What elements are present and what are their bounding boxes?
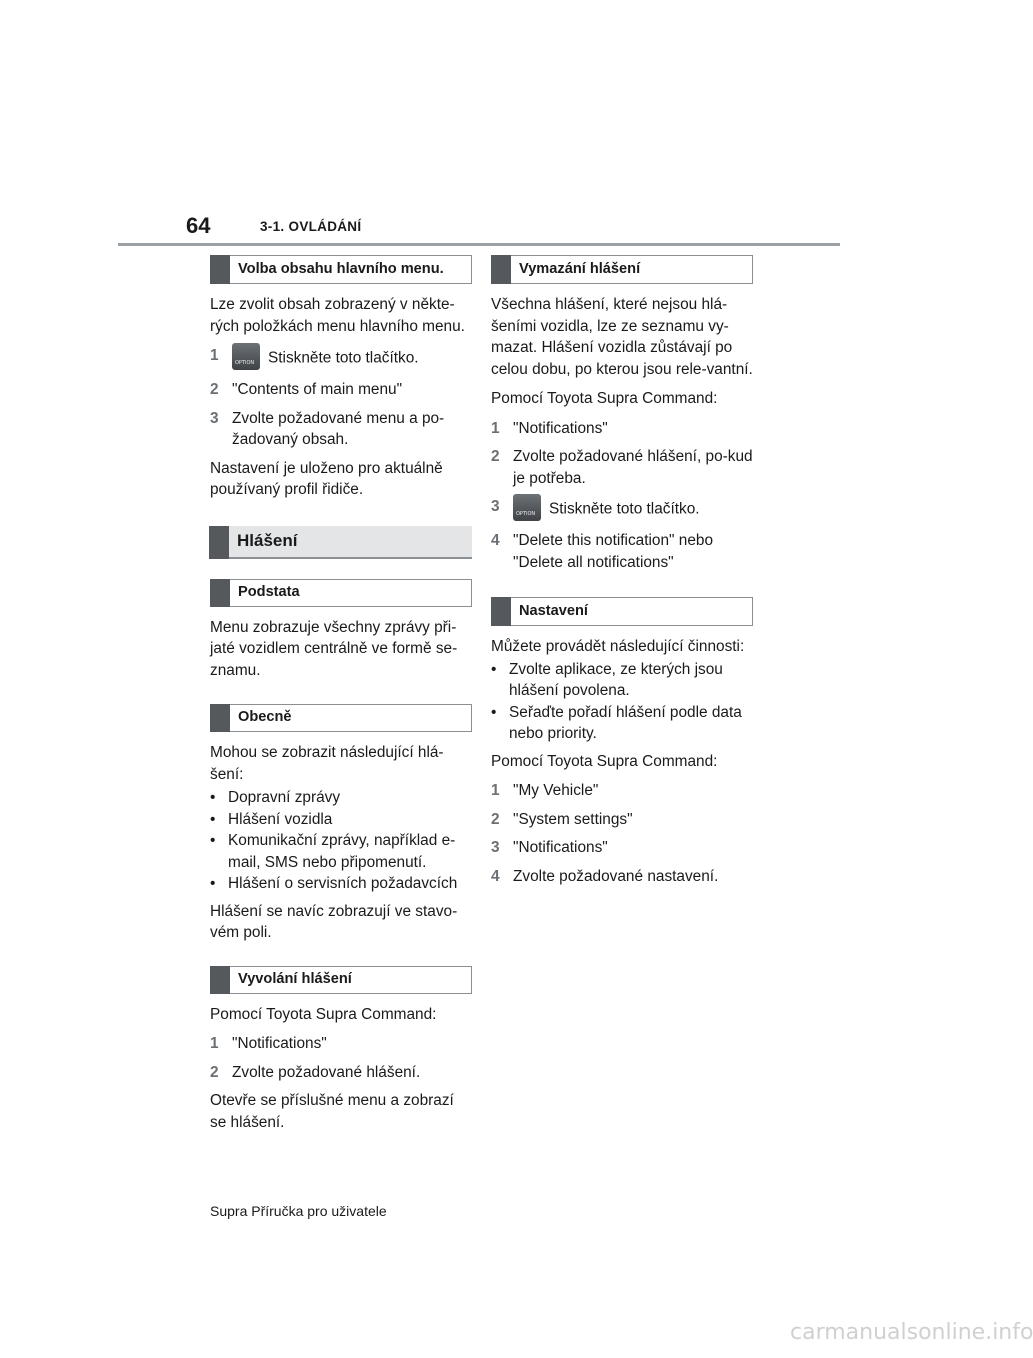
list-item-text: Zvolte aplikace, ze kterých jsou hlášení povolena. xyxy=(509,660,723,699)
paragraph: Pomocí Toyota Supra Command: xyxy=(491,390,718,407)
list-item-text: Komunikační zprávy, například e-mail, SMS nebo připomenutí. xyxy=(228,832,456,871)
heading-obecne xyxy=(210,704,472,732)
paragraph: Hlášení se navíc zobrazují ve stavo-vém poli. xyxy=(210,902,458,941)
heading-label: Podstata xyxy=(238,583,300,600)
heading-label: Vymazání hlášení xyxy=(519,260,641,277)
step xyxy=(491,530,753,573)
step xyxy=(210,1062,472,1084)
heading-nastaveni xyxy=(491,597,753,626)
heading-vymazani xyxy=(491,255,753,284)
bullet-marker: • xyxy=(491,703,497,721)
section-title: 3-1. OVLÁDÁNÍ xyxy=(260,219,362,234)
step-number: 1 xyxy=(491,419,500,437)
paragraph: Všechna hlášení, které nejsou hlá-šeními vozidla, lze ze seznamu vy-mazat. Hlášení vozidla zůstávají po celou dobu, po kterou jsou rele-vantní. xyxy=(491,296,753,378)
step xyxy=(491,496,753,523)
heading-bar xyxy=(210,966,230,994)
heading-label: Obecně xyxy=(238,709,292,726)
step-number: 1 xyxy=(210,347,219,364)
step-text: "System settings" xyxy=(513,810,633,828)
heading-bar xyxy=(209,526,229,559)
bullet-marker: • xyxy=(210,789,216,806)
step-text: "Contents of main menu" xyxy=(232,381,403,398)
list-item xyxy=(210,873,472,895)
step xyxy=(210,408,472,451)
list-item xyxy=(491,659,753,702)
paragraph: Můžete provádět následující činnosti: xyxy=(491,638,745,655)
heading-bar xyxy=(491,597,511,626)
heading-vyvolani xyxy=(210,966,472,994)
option-button-icon xyxy=(232,343,260,370)
list-item-text: Seřaďte pořadí hlášení podle data nebo priority. xyxy=(509,703,742,742)
step-text: Zvolte požadované menu a po-žadovaný obsah. xyxy=(232,409,445,448)
step-text: "My Vehicle" xyxy=(513,782,599,799)
right-column xyxy=(491,255,753,894)
step-number: 2 xyxy=(491,810,500,828)
list-item-text: Hlášení o servisních požadavcích xyxy=(228,875,458,892)
heading-volba xyxy=(210,255,472,284)
option-button-icon xyxy=(513,494,541,521)
step-number: 3 xyxy=(210,409,219,427)
step-number: 4 xyxy=(491,532,500,549)
paragraph: Lze zvolit obsah zobrazený v někte-rých položkách menu hlavního menu. xyxy=(210,296,465,335)
heading-label: Vyvolání hlášení xyxy=(238,970,352,987)
step-number: 1 xyxy=(210,1035,219,1052)
step-number: 3 xyxy=(491,839,500,856)
footer-manual-title: Supra Příručka pro uživatele xyxy=(210,1203,387,1219)
step xyxy=(210,1033,472,1055)
list-item xyxy=(210,787,472,809)
list-item-text: Hlášení vozidla xyxy=(228,810,333,828)
list-item xyxy=(210,809,472,831)
step xyxy=(491,418,753,440)
step-text: Zvolte požadované nastavení. xyxy=(513,867,719,885)
step-number: 2 xyxy=(210,381,219,398)
paragraph: Menu zobrazuje všechny zprávy při-jaté vozidlem centrálně ve formě se-znamu. xyxy=(210,618,458,679)
paragraph: Pomocí Toyota Supra Command: xyxy=(491,752,718,770)
bullet-marker: • xyxy=(210,832,216,849)
heading-podstata xyxy=(210,579,472,607)
step-text: "Notifications" xyxy=(513,839,608,856)
step-text: "Delete this notification" nebo "Delete all notifications" xyxy=(513,532,714,571)
step-text: "Notifications" xyxy=(232,1035,327,1052)
paragraph: Mohou se zobrazit následující hlá-šení: xyxy=(210,744,444,783)
step xyxy=(210,379,472,401)
step-number: 4 xyxy=(491,867,500,885)
step xyxy=(491,780,753,802)
list-item-text: Dopravní zprávy xyxy=(228,789,341,806)
heading-bar xyxy=(210,255,230,284)
bullet-marker: • xyxy=(210,875,216,892)
step-number: 2 xyxy=(210,1063,219,1081)
step xyxy=(210,345,472,372)
left-column xyxy=(210,255,472,1141)
heading-bar xyxy=(210,579,230,607)
watermark: carmanualsonline.info xyxy=(790,1320,1033,1345)
heading-hlaseni xyxy=(210,526,472,559)
heading-label: Volba obsahu hlavního menu. xyxy=(238,260,444,277)
page-number: 64 xyxy=(186,213,211,238)
bullet-marker: • xyxy=(210,810,216,828)
step xyxy=(491,837,753,859)
paragraph: Otevře se příslušné menu a zobrazí se hlášení. xyxy=(210,1092,454,1131)
list-item xyxy=(210,830,472,873)
heading-label: Hlášení xyxy=(237,531,298,551)
step-text: "Notifications" xyxy=(513,419,608,437)
step-text: Stiskněte toto tlačítko. xyxy=(268,349,419,367)
step-text: Zvolte požadované hlášení, po-kud je potřeba. xyxy=(513,448,753,487)
bullet-marker: • xyxy=(491,660,497,678)
step-number: 2 xyxy=(491,448,500,465)
step xyxy=(491,866,753,888)
heading-bar xyxy=(210,704,230,732)
paragraph: Pomocí Toyota Supra Command: xyxy=(210,1005,437,1023)
list-item xyxy=(491,702,753,745)
heading-bar xyxy=(491,255,511,284)
heading-label: Nastavení xyxy=(519,602,588,619)
step-number: 1 xyxy=(491,782,500,799)
step-text: Zvolte požadované hlášení. xyxy=(232,1063,421,1081)
step xyxy=(491,809,753,831)
step-text: Stiskněte toto tlačítko. xyxy=(549,500,700,518)
header-divider xyxy=(118,243,840,246)
paragraph: Nastavení je uloženo pro aktuálně používaný profil řidiče. xyxy=(210,459,443,498)
step-number: 3 xyxy=(491,498,500,515)
step xyxy=(491,446,753,489)
